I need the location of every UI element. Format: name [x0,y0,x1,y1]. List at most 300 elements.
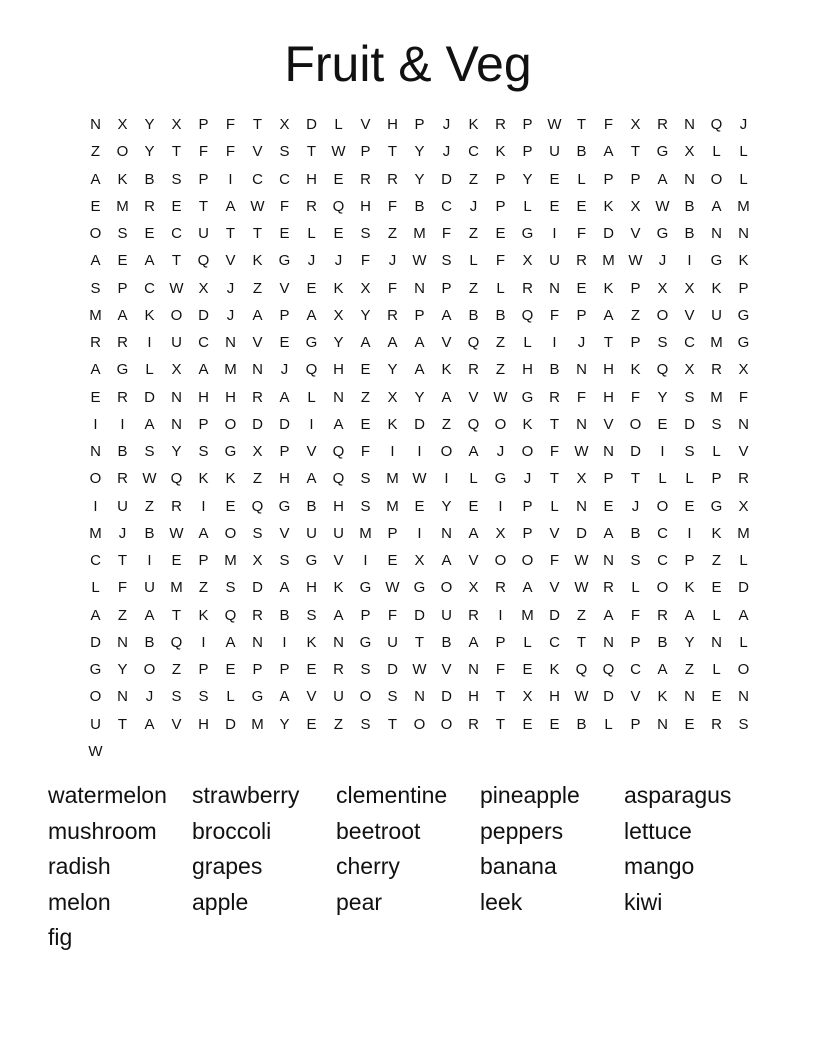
grid-letter: U [711,306,722,324]
grid-letter: N [117,633,128,651]
grid-letter: Z [468,279,479,297]
grid-letter: E [306,661,317,678]
grid-letter: M [521,606,534,624]
grid-letter: O [359,688,372,706]
grid-letter: P [522,143,533,161]
grid-letter: Z [495,334,506,351]
grid-letter: G [359,633,372,651]
grid-letter: K [711,279,722,297]
grid-letter: P [576,306,587,324]
grid-letter: T [495,688,506,706]
grid-letter: M [737,524,750,542]
grid-letter: J [334,252,343,270]
grid-letter: A [90,361,101,379]
word-list-item: kiwi [624,888,663,915]
grid-letter: W [628,252,643,270]
grid-letter: R [306,197,317,215]
grid-letter: V [252,143,263,161]
grid-letter: P [198,170,209,188]
grid-letter: H [333,361,344,379]
grid-letter: V [549,579,560,597]
grid-letter: E [360,415,371,433]
grid-letter: X [414,552,425,569]
grid-letter: M [224,361,237,379]
grid-letter: V [306,443,317,460]
grid-letter: A [603,606,614,624]
grid-letter: E [711,688,722,706]
grid-letter: P [279,661,290,678]
grid-letter: K [198,606,209,624]
grid-letter: H [468,688,479,706]
grid-letter: U [549,252,560,270]
grid-letter: Y [144,143,155,161]
grid-letter: U [171,334,182,351]
grid-letter: A [198,361,209,379]
grid-letter: S [360,661,371,678]
grid-letter: V [441,334,452,351]
grid-letter: Z [252,470,263,488]
grid-letter: B [144,524,155,542]
grid-letter: J [226,306,235,324]
grid-letter: V [630,225,641,242]
word-list-item: mango [624,853,695,879]
grid-letter: W [169,279,184,297]
grid-letter: J [145,688,154,706]
grid-letter: K [144,306,155,324]
grid-letter: M [170,579,183,597]
grid-letter: T [252,225,263,242]
grid-letter: J [523,470,532,488]
grid-letter: I [444,470,449,488]
grid-letter: S [684,443,695,460]
grid-letter: E [117,252,128,270]
grid-letter: A [603,306,614,324]
grid-letter: C [90,552,101,569]
grid-letter: Y [144,116,155,133]
grid-letter: L [469,252,478,270]
grid-letter: H [279,470,290,488]
grid-letter: O [494,415,507,433]
grid-letter: U [198,225,209,242]
grid-letter: A [198,524,209,542]
grid-letter: F [387,197,398,215]
grid-letter: K [603,197,614,215]
grid-letter: S [225,579,236,597]
grid-letter: J [388,252,397,270]
grid-letter: T [495,715,506,733]
grid-letter: Z [441,415,452,433]
grid-letter: P [603,170,614,188]
grid-letter: O [116,143,129,161]
grid-letter: D [225,715,236,733]
grid-letter: I [120,415,125,433]
grid-letter: W [331,143,346,161]
grid-letter: S [279,143,290,161]
grid-letter: N [657,715,668,733]
word-list-item: broccoli [192,817,272,844]
grid-letter: V [306,688,317,706]
grid-letter: Q [224,606,237,624]
grid-letter: J [496,443,505,460]
grid-letter: E [225,497,236,515]
grid-letter: E [306,279,317,297]
grid-letter: D [279,415,290,433]
grid-letter: M [116,197,129,215]
grid-letter: W [655,197,670,215]
grid-letter: A [333,606,344,624]
grid-letter: U [117,497,128,515]
grid-letter: Y [333,334,344,351]
word-list-item: apple [192,888,249,915]
grid-letter: X [198,279,209,297]
grid-letter: V [468,552,479,569]
word-list-item: pear [336,888,383,915]
grid-letter: W [412,470,427,488]
grid-letter: K [684,579,695,597]
grid-letter: I [363,552,368,569]
grid-letter: F [279,197,290,215]
grid-letter: O [494,552,507,569]
grid-letter: Z [387,225,398,242]
grid-letter: S [387,688,398,706]
grid-letter: A [360,334,371,351]
grid-letter: F [360,443,371,460]
grid-letter: E [360,361,371,379]
grid-letter: C [468,143,479,161]
grid-letter: R [252,606,263,624]
word-list-item: fig [48,924,73,950]
grid-letter: S [657,334,668,351]
grid-letter: H [603,388,614,406]
word-list-item: strawberry [192,782,300,808]
grid-letter: S [90,279,101,297]
grid-letter: T [630,143,641,161]
grid-letter: T [414,633,425,651]
word-list-item: radish [48,853,111,879]
grid-letter: B [630,524,641,542]
grid-letter: F [495,252,506,270]
word-list-item: lettuce [624,817,692,844]
grid-letter: W [493,388,508,406]
grid-letter: X [684,361,695,379]
word-list-item: watermelon [48,782,167,808]
grid-letter: A [144,606,155,624]
grid-letter: R [171,497,182,515]
grid-letter: M [710,334,723,351]
grid-letter: A [711,197,722,215]
grid-letter: T [603,334,614,351]
grid-letter: G [710,252,723,270]
grid-letter: O [521,552,534,569]
grid-letter: R [495,116,506,133]
grid-letter: L [577,170,586,188]
grid-letter: K [738,252,749,270]
grid-letter: H [306,170,317,188]
grid-letter: S [360,225,371,242]
grid-letter: R [549,388,560,406]
grid-letter: E [684,715,695,733]
grid-letter: W [574,552,589,569]
grid-letter: Q [305,361,318,379]
grid-letter: F [549,552,560,569]
grid-letter: J [577,334,586,351]
grid-letter: A [657,661,668,678]
grid-letter: Q [251,497,264,515]
grid-letter: J [280,361,289,379]
grid-letter: M [224,552,237,569]
grid-letter: F [387,279,398,297]
grid-letter: Q [656,361,669,379]
grid-letter: G [656,225,669,242]
grid-letter: F [549,443,560,460]
grid-letter: R [468,715,479,733]
grid-letter: Y [522,170,533,188]
word-list-item: asparagus [624,782,732,808]
grid-letter: A [252,306,263,324]
grid-letter: F [360,252,371,270]
grid-letter: G [737,306,750,324]
grid-letter: C [144,279,155,297]
grid-letter: Y [171,443,182,460]
grid-letter: S [144,443,155,460]
grid-letter: G [521,225,534,242]
grid-letter: U [549,143,560,161]
grid-letter: L [307,388,316,406]
grid-letter: M [386,497,399,515]
grid-letter: E [603,497,614,515]
grid-letter: N [738,225,749,242]
grid-letter: I [552,334,557,351]
grid-letter: D [738,579,749,597]
grid-letter: N [738,688,749,706]
grid-letter: J [442,116,451,133]
grid-letter: T [171,252,182,270]
grid-letter: A [414,334,425,351]
grid-letter: U [333,688,344,706]
grid-letter: J [307,252,316,270]
grid-letter: F [630,388,641,406]
grid-letter: X [684,143,695,161]
word-list-item: cherry [336,853,400,879]
grid-letter: Z [171,661,182,678]
grid-letter: D [90,633,101,651]
grid-letter: P [738,279,749,297]
grid-letter: E [90,197,101,215]
grid-letter: A [441,552,452,569]
grid-letter: X [387,388,398,406]
grid-letter: O [413,715,426,733]
grid-letter: S [252,524,263,542]
grid-letter: N [414,688,425,706]
grid-letter: T [630,470,641,488]
grid-letter: K [549,661,560,678]
grid-letter: G [710,497,723,515]
grid-letter: I [660,443,665,460]
grid-letter: Y [414,170,425,188]
grid-letter: B [549,361,560,379]
grid-letter: G [305,334,318,351]
grid-letter: P [198,552,209,569]
grid-letter: W [574,443,589,460]
grid-letter: V [279,524,290,542]
grid-letter: O [440,715,453,733]
grid-letter: R [522,279,533,297]
grid-letter: J [118,524,127,542]
grid-letter: A [144,252,155,270]
grid-letter: X [576,470,587,488]
grid-letter: T [576,633,587,651]
grid-letter: P [630,279,641,297]
grid-letter: W [547,116,562,133]
grid-letter: O [656,306,669,324]
grid-letter: F [549,306,560,324]
grid-letter: N [549,279,560,297]
grid-letter: R [117,388,128,406]
grid-letter: M [710,388,723,406]
grid-letter: U [144,579,155,597]
grid-letter: N [252,361,263,379]
grid-letter: Y [414,388,425,406]
grid-letter: Z [144,497,155,515]
grid-letter: D [576,524,587,542]
grid-letter: F [630,606,641,624]
grid-letter: A [306,306,317,324]
grid-letter: B [657,633,668,651]
grid-letter: A [306,470,317,488]
grid-letter: K [333,579,344,597]
grid-letter: Z [252,279,263,297]
grid-letter: Z [630,306,641,324]
grid-letter: Q [575,661,588,678]
grid-letter: A [684,606,695,624]
grid-letter: O [89,225,102,242]
grid-letter: Q [332,443,345,460]
grid-letter: X [495,524,506,542]
grid-letter: B [144,633,155,651]
grid-letter: C [630,661,641,678]
grid-letter: U [441,606,452,624]
word-list-item: banana [480,853,557,879]
grid-letter: N [441,524,452,542]
grid-letter: V [279,279,290,297]
grid-letter: D [198,306,209,324]
grid-letter: R [468,606,479,624]
grid-letter: T [306,143,317,161]
grid-letter: A [117,306,128,324]
word-list-item: leek [480,888,523,915]
grid-letter: A [144,415,155,433]
grid-letter: V [252,334,263,351]
grid-letter: S [198,443,209,460]
grid-letter: S [117,225,128,242]
grid-letter: P [198,116,209,133]
grid-letter: P [495,170,506,188]
grid-letter: T [576,116,587,133]
grid-letter: M [737,197,750,215]
grid-letter: V [603,415,614,433]
grid-letter: X [252,443,263,460]
grid-letter: R [360,170,371,188]
grid-letter: Q [170,470,183,488]
grid-letter: H [549,688,560,706]
grid-letter: Y [279,715,290,733]
grid-letter: R [657,606,668,624]
grid-letter: Q [467,415,480,433]
grid-letter: N [603,633,614,651]
word-list-item: peppers [480,817,564,844]
grid-letter: E [144,225,155,242]
grid-letter: N [171,415,182,433]
grid-letter: Y [117,661,128,678]
grid-letter: W [88,742,103,760]
grid-letter: E [279,334,290,351]
grid-letter: X [171,116,182,133]
grid-letter: E [522,661,533,678]
grid-letter: B [468,306,479,324]
grid-letter: E [468,497,479,515]
grid-letter: B [279,606,290,624]
word-list [48,778,768,956]
grid-letter: P [387,524,398,542]
grid-letter: P [522,497,533,515]
grid-letter: D [414,415,425,433]
grid-letter: N [576,415,587,433]
grid-letter: B [441,633,452,651]
grid-letter: L [739,143,748,161]
grid-letter: S [360,497,371,515]
grid-letter: U [90,715,101,733]
grid-letter: N [225,334,236,351]
grid-letter: O [440,579,453,597]
grid-letter: N [252,633,263,651]
grid-letter: D [387,661,398,678]
grid-letter: N [684,688,695,706]
grid-letter: N [603,443,614,460]
grid-letter: P [495,197,506,215]
grid-letter: Q [332,197,345,215]
grid-letter: N [90,443,101,460]
grid-letter: F [576,225,587,242]
letter-grid [82,111,757,765]
grid-letter: W [412,252,427,270]
grid-letter: A [441,388,452,406]
grid-letter: R [144,197,155,215]
grid-letter: P [360,606,371,624]
grid-letter: R [657,116,668,133]
grid-letter: B [495,306,506,324]
grid-letter: P [414,116,425,133]
grid-letter: N [684,116,695,133]
grid-letter: P [630,715,641,733]
grid-letter: L [712,143,721,161]
grid-letter: A [414,361,425,379]
grid-letter: G [278,497,291,515]
grid-letter: A [468,524,479,542]
grid-letter: Z [684,661,695,678]
grid-letter: V [441,661,452,678]
grid-letter: K [522,415,533,433]
grid-letter: R [252,388,263,406]
grid-letter: E [171,197,182,215]
grid-letter: R [117,334,128,351]
grid-letter: I [93,415,98,433]
grid-letter: E [522,715,533,733]
grid-letter: P [117,279,128,297]
grid-letter: Q [332,470,345,488]
grid-letter: F [198,143,209,161]
grid-letter: N [576,361,587,379]
grid-letter: X [117,116,128,133]
